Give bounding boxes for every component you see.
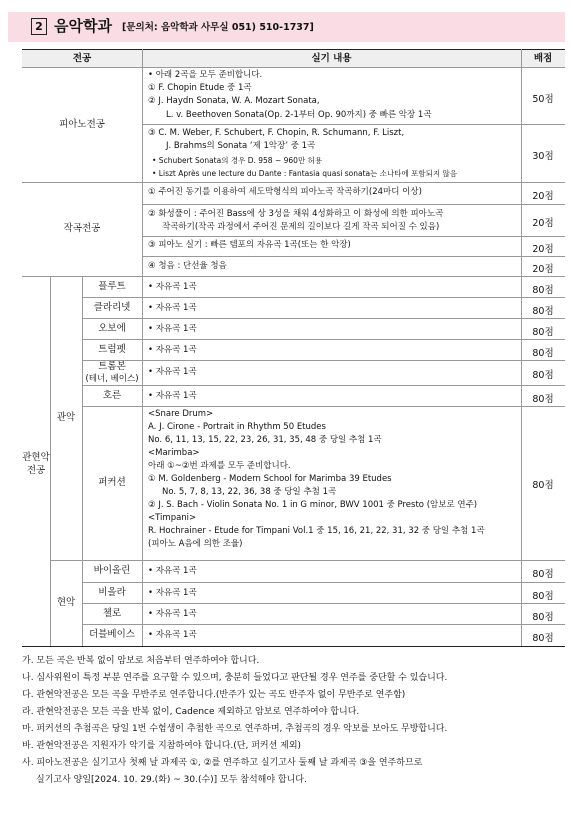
divider	[142, 256, 565, 257]
percussion-line: ② J. S. Bach - Violin Sonata No. 1 in G minor, BWV 1001 중 Presto (암보로 연주)	[148, 500, 478, 510]
instrument-cello: 첼로	[102, 608, 122, 619]
header-points: 배점	[533, 53, 553, 64]
orchestra-score: 80점	[532, 480, 554, 491]
instrument-oboe: 오보에	[98, 323, 126, 334]
piano-line: ② J. Haydn Sonata, W. A. Mozart Sonata,	[148, 96, 320, 106]
section-number: 2	[31, 18, 47, 35]
major-orchestra-suffix: 전공	[26, 465, 46, 476]
divider	[142, 204, 565, 205]
note-item: 가. 모든 곡은 반복 없이 암보로 처음부터 연주하여야 합니다.	[22, 656, 260, 666]
requirement: • 자유곡 1곡	[148, 345, 197, 355]
divider	[82, 406, 565, 407]
requirement: • 자유곡 1곡	[148, 282, 197, 292]
divider	[82, 318, 565, 319]
contact-info: [문의처: 음악학과 사무실 051) 510-1737]	[122, 22, 314, 33]
piano-line: • Liszt Après une lecture du Dante : Fantasia quasi sonata는 소나타에 포함되지 않음	[152, 169, 457, 178]
divider	[82, 624, 565, 625]
instrument-horn: 호른	[102, 390, 122, 401]
requirement: • 자유곡 1곡	[148, 324, 197, 334]
divider	[50, 560, 565, 561]
piano-line: • Schubert Sonata의 경우 D. 958 ~ 960만 허용	[152, 156, 323, 165]
orchestra-score: 80점	[532, 348, 554, 359]
composition-item: ② 화성풀이 : 주어진 Bass에 상 3성을 채워 4성화하고 이 화성에 의한 피아노곡	[148, 209, 444, 219]
orchestra-score: 80점	[532, 327, 554, 338]
requirement: • 자유곡 1곡	[148, 588, 197, 598]
table-top-border	[22, 49, 565, 50]
orchestra-score: 80점	[532, 285, 554, 296]
divider	[22, 182, 565, 183]
instrument-trombone: 트롬본	[98, 361, 126, 372]
major-piano: 피아노전공	[59, 119, 105, 130]
percussion-line: A. J. Cirone - Portrait in Rhythm 50 Etudes	[148, 422, 326, 432]
requirement: • 자유곡 1곡	[148, 303, 197, 313]
orchestra-score: 80점	[532, 633, 554, 644]
divider	[82, 582, 565, 583]
piano-line: L. v. Beethoven Sonata(Op. 2-1부터 Op. 90까지) 중 빠른 악장 1곡	[166, 110, 432, 120]
major-orchestra: 관현악	[22, 452, 50, 463]
wind-group-label: 관악	[56, 412, 76, 423]
percussion-line: R. Hochrainer - Etude for Timpani Vol.1 중 15, 16, 21, 22, 31, 32 중 당일 추첨 1곡	[148, 526, 485, 536]
orchestra-score: 80점	[532, 591, 554, 602]
divider	[82, 360, 565, 361]
instrument-violin: 바이올린	[93, 565, 131, 576]
percussion-line: <Marimba>	[148, 448, 200, 458]
note-item: 라. 관현악전공은 모든 곡을 반복 없이, Cadence 제외하고 암보로 연주하여야 합니다.	[22, 707, 360, 717]
composition-item: ③ 피아노 실기 : 빠른 템포의 자유곡 1곡(또는 한 악장)	[148, 240, 351, 250]
divider	[142, 236, 565, 237]
instrument-double-bass: 더블베이스	[89, 629, 135, 640]
piano-line: ③ C. M. Weber, F. Schubert, F. Chopin, R. Schumann, F. Liszt,	[148, 128, 405, 138]
instrument-flute: 플루트	[98, 281, 126, 292]
requirement: • 자유곡 1곡	[148, 391, 197, 401]
header-major: 전공	[72, 53, 92, 64]
table-bottom-border	[22, 646, 565, 647]
composition-item: ④ 청음 : 단선율 청음	[148, 261, 227, 271]
percussion-line: <Snare Drum>	[148, 409, 214, 419]
instrument-trombone-sub: (테너, 베이스)	[85, 374, 139, 384]
composition-item: 작곡하기(작곡 과정에서 주어진 문제의 길이보다 길게 작곡 되어질 수 있음)	[162, 222, 440, 232]
divider	[142, 124, 565, 125]
note-item: 바. 관현악전공은 지원자가 악기를 지참하여야 합니다.(단, 퍼커션 제외)	[22, 741, 302, 751]
percussion-line: 아래 ①~②번 과제를 모두 준비합니다.	[148, 461, 291, 471]
note-item: 사. 피아노전공은 실기고사 첫째 날 과제곡 ①, ②를 연주하고 실기고사 둘째 날 과제곡 ③을 연주하므로	[22, 758, 423, 768]
divider	[82, 603, 565, 604]
note-item: 마. 퍼커션의 추첨곡은 당일 1번 수험생이 추첨한 곡으로 연주하며, 추첨곡의 경우 악보를 보아도 무방합니다.	[22, 724, 448, 734]
note-item: 나. 심사위원이 특정 부분 연주를 요구할 수 있으며, 충분히 들었다고 판단될 경우 연주를 중단할 수 있습니다.	[22, 673, 448, 683]
composition-item: ① 주어진 동기를 이용하여 세도막형식의 피아노곡 작곡하기(24마디 이상)	[148, 187, 422, 197]
composition-score: 20점	[532, 264, 554, 275]
piano-score-a: 50점	[532, 94, 554, 105]
piano-line: ① F. Chopin Etude 중 1곡	[148, 83, 252, 93]
requirement: • 자유곡 1곡	[148, 609, 197, 619]
string-group-label: 현악	[56, 597, 76, 608]
orchestra-score: 80점	[532, 612, 554, 623]
percussion-line: No. 5, 7, 8, 13, 22, 36, 38 중 당일 추첨 1곡	[162, 487, 337, 497]
piano-score-b: 30점	[532, 151, 554, 162]
percussion-line: <Timpani>	[148, 513, 197, 523]
column-divider	[50, 276, 51, 646]
composition-score: 20점	[532, 244, 554, 255]
column-divider	[142, 49, 143, 646]
divider	[82, 385, 565, 386]
instrument-clarinet: 클라리넷	[93, 302, 131, 313]
percussion-line: ① M. Goldenberg - Modern School for Marimba 39 Etudes	[148, 474, 392, 484]
header-content: 실기 내용	[311, 53, 352, 64]
divider	[82, 339, 565, 340]
piano-line: J. Brahms의 Sonata ‘제 1악장’ 중 1곡	[166, 141, 316, 151]
orchestra-score: 80점	[532, 306, 554, 317]
orchestra-score: 80점	[532, 569, 554, 580]
composition-score: 20점	[532, 191, 554, 202]
note-item: 다. 관현악전공은 모든 곡을 무반주로 연주합니다.(반주가 있는 곡도 반주자 없이 무반주로 연주함)	[22, 690, 406, 700]
orchestra-score: 80점	[532, 394, 554, 405]
major-composition: 작곡전공	[63, 223, 101, 234]
requirement: • 자유곡 1곡	[148, 630, 197, 640]
percussion-line: No. 6, 11, 13, 15, 22, 23, 26, 31, 35, 48 중 당일 추첨 1곡	[148, 435, 382, 445]
divider	[82, 297, 565, 298]
percussion-line: (피아노 A음에 의한 조율)	[148, 539, 243, 549]
orchestra-score: 80점	[532, 370, 554, 381]
requirement: • 자유곡 1곡	[148, 566, 197, 576]
note-item: 실기고사 양일[2024. 10. 29.(화) ~ 30.(수)] 모두 참석해야 합니다.	[36, 775, 307, 785]
requirement: • 자유곡 1곡	[148, 367, 197, 377]
instrument-percussion: 퍼커션	[98, 477, 126, 488]
instrument-trumpet: 트럼펫	[98, 344, 126, 355]
piano-line: • 아래 2곡을 모두 준비합니다.	[148, 70, 263, 80]
composition-score: 20점	[532, 218, 554, 229]
divider	[22, 276, 565, 277]
page-title: 음악학과	[54, 17, 112, 35]
instrument-viola: 비올라	[98, 587, 126, 598]
header-divider	[22, 67, 565, 68]
